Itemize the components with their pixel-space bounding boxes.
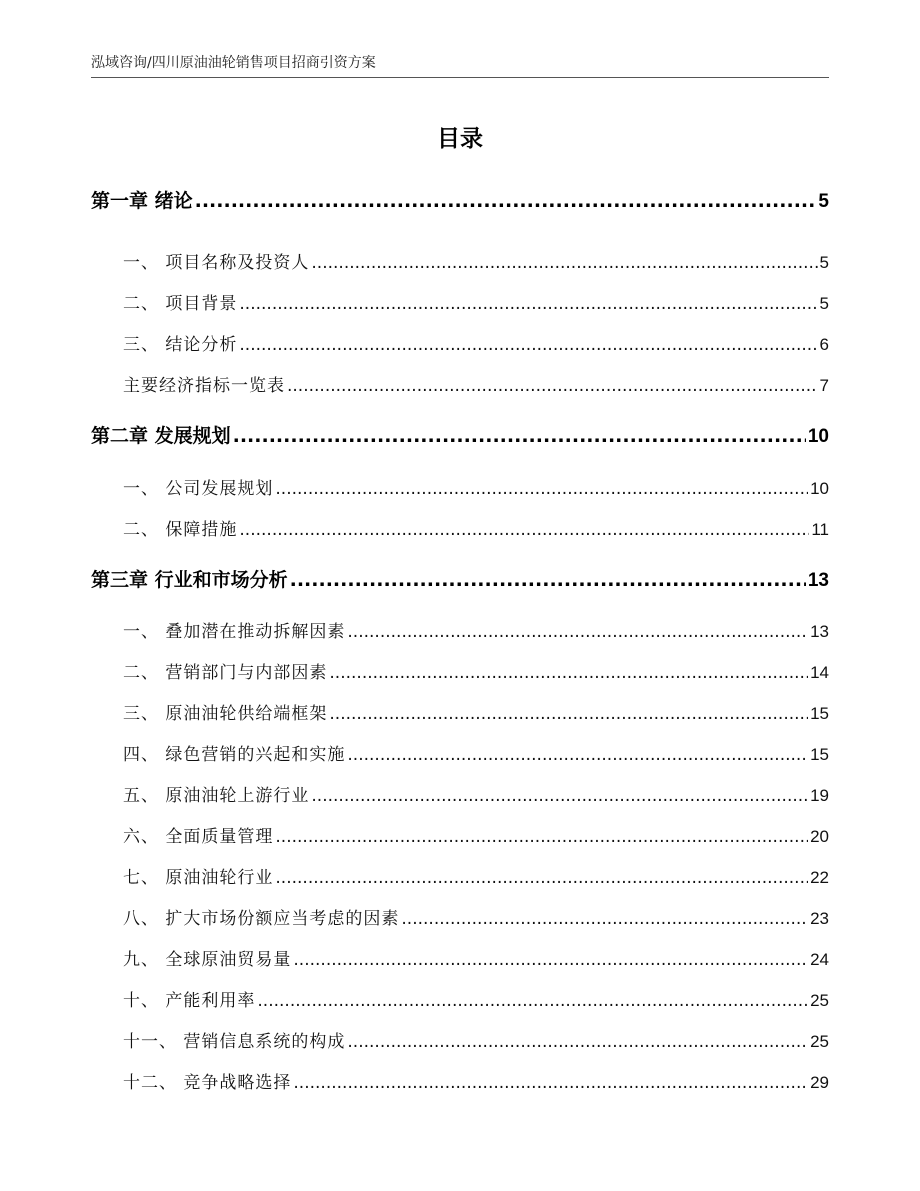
toc-entry-label: 十二、 竞争战略选择 bbox=[123, 1073, 292, 1093]
toc-page-number: 19 bbox=[810, 786, 829, 805]
toc-entry-label: 九、 全球原油贸易量 bbox=[123, 950, 292, 970]
toc-entry-label: 三、 原油油轮供给端框架 bbox=[123, 704, 328, 724]
toc-dot-leader bbox=[347, 622, 808, 642]
toc-page-number: 13 bbox=[810, 622, 829, 641]
toc-section-entry[interactable] bbox=[91, 474, 829, 499]
toc-section-entry[interactable] bbox=[91, 986, 829, 1011]
toc-section-entry[interactable] bbox=[91, 248, 829, 273]
toc-page-number: 11 bbox=[811, 520, 829, 539]
toc-entry-label: 二、 保障措施 bbox=[123, 520, 238, 540]
toc-section-entry[interactable] bbox=[91, 781, 829, 806]
toc-section-entry[interactable] bbox=[91, 617, 829, 642]
toc-dot-leader bbox=[347, 745, 808, 765]
toc-section-entry[interactable] bbox=[91, 658, 829, 683]
toc-entry-label: 十一、 营销信息系统的构成 bbox=[123, 1032, 346, 1052]
toc-chapter-entry[interactable] bbox=[91, 421, 829, 448]
toc-section-entry[interactable] bbox=[91, 330, 829, 355]
toc-entry-label: 一、 项目名称及投资人 bbox=[123, 253, 310, 273]
toc-entry-label: 四、 绿色营销的兴起和实施 bbox=[123, 745, 346, 765]
toc-entry-label: 二、 营销部门与内部因素 bbox=[123, 663, 328, 683]
toc-section-entry[interactable] bbox=[91, 1027, 829, 1052]
toc-entry-label: 第一章 绪论 bbox=[91, 190, 193, 212]
toc-dot-leader bbox=[275, 479, 808, 499]
toc-entry-label: 十、 产能利用率 bbox=[123, 991, 256, 1011]
toc-dot-leader bbox=[293, 1073, 808, 1093]
toc-entry-label: 一、 叠加潜在推动拆解因素 bbox=[123, 622, 346, 642]
toc-entry-label: 八、 扩大市场份额应当考虑的因素 bbox=[123, 909, 400, 929]
toc-dot-leader bbox=[239, 335, 817, 355]
toc-dot-leader bbox=[311, 786, 808, 806]
toc-page-number: 15 bbox=[810, 704, 829, 723]
toc-dot-leader bbox=[401, 909, 808, 929]
toc-page-number: 15 bbox=[810, 745, 829, 764]
toc-section-entry[interactable] bbox=[91, 289, 829, 314]
toc-section-entry[interactable] bbox=[91, 945, 829, 970]
toc-section-entry[interactable] bbox=[91, 904, 829, 929]
toc-dot-leader bbox=[239, 520, 809, 540]
toc-dot-leader bbox=[239, 294, 817, 314]
header-divider bbox=[91, 77, 829, 78]
toc-page-number: 5 bbox=[819, 253, 829, 272]
toc-dot-leader bbox=[311, 253, 817, 273]
toc-dot-leader bbox=[290, 569, 806, 591]
toc-entry-label: 五、 原油油轮上游行业 bbox=[123, 786, 310, 806]
toc-entry-label: 一、 公司发展规划 bbox=[123, 479, 274, 499]
toc-page-number: 10 bbox=[807, 426, 829, 447]
toc-dot-leader bbox=[233, 425, 806, 447]
toc-dot-leader bbox=[329, 704, 808, 724]
toc-dot-leader bbox=[195, 190, 817, 212]
toc-section-entry[interactable] bbox=[91, 1068, 829, 1093]
toc-dot-leader bbox=[275, 868, 808, 888]
toc-page-number: 29 bbox=[810, 1073, 829, 1092]
toc-page-number: 20 bbox=[810, 827, 829, 846]
toc-page-number: 25 bbox=[810, 991, 829, 1010]
toc-dot-leader bbox=[329, 663, 808, 683]
toc-dot-leader bbox=[287, 376, 818, 396]
toc-entry-label: 三、 结论分析 bbox=[123, 335, 238, 355]
toc-entry-label: 六、 全面质量管理 bbox=[123, 827, 274, 847]
toc-dot-leader bbox=[293, 950, 808, 970]
toc-page-number: 5 bbox=[818, 191, 829, 212]
toc-page-number: 10 bbox=[810, 479, 829, 498]
toc-page-number: 13 bbox=[807, 570, 829, 591]
toc-page-number: 6 bbox=[819, 335, 829, 354]
toc-section-entry[interactable] bbox=[91, 822, 829, 847]
toc-section-entry[interactable] bbox=[91, 863, 829, 888]
toc-dot-leader bbox=[257, 991, 808, 1011]
toc-section-entry[interactable] bbox=[91, 515, 829, 540]
toc-entry-label: 主要经济指标一览表 bbox=[123, 376, 285, 396]
toc-page-number: 14 bbox=[810, 663, 829, 682]
toc-page-number: 24 bbox=[810, 950, 829, 969]
toc-section-entry[interactable] bbox=[91, 699, 829, 724]
toc-dot-leader bbox=[275, 827, 808, 847]
toc-chapter-entry[interactable] bbox=[91, 565, 829, 592]
toc-chapter-entry[interactable] bbox=[91, 186, 829, 213]
page-header: 泓域咨询/四川原油油轮销售项目招商引资方案 bbox=[91, 55, 376, 71]
toc-dot-leader bbox=[347, 1032, 808, 1052]
toc-entry-label: 第二章 发展规划 bbox=[91, 425, 231, 447]
toc-title: 目录 bbox=[437, 126, 483, 152]
toc-page-number: 7 bbox=[819, 376, 829, 395]
toc-page-number: 5 bbox=[819, 294, 829, 313]
toc-section-entry[interactable] bbox=[91, 740, 829, 765]
toc-page-number: 25 bbox=[810, 1032, 829, 1051]
toc-entry-label: 二、 项目背景 bbox=[123, 294, 238, 314]
toc-page-number: 22 bbox=[810, 868, 829, 887]
toc-section-entry[interactable] bbox=[91, 371, 829, 396]
toc-entry-label: 第三章 行业和市场分析 bbox=[91, 569, 288, 591]
toc-entry-label: 七、 原油油轮行业 bbox=[123, 868, 274, 888]
toc-page-number: 23 bbox=[810, 909, 829, 928]
